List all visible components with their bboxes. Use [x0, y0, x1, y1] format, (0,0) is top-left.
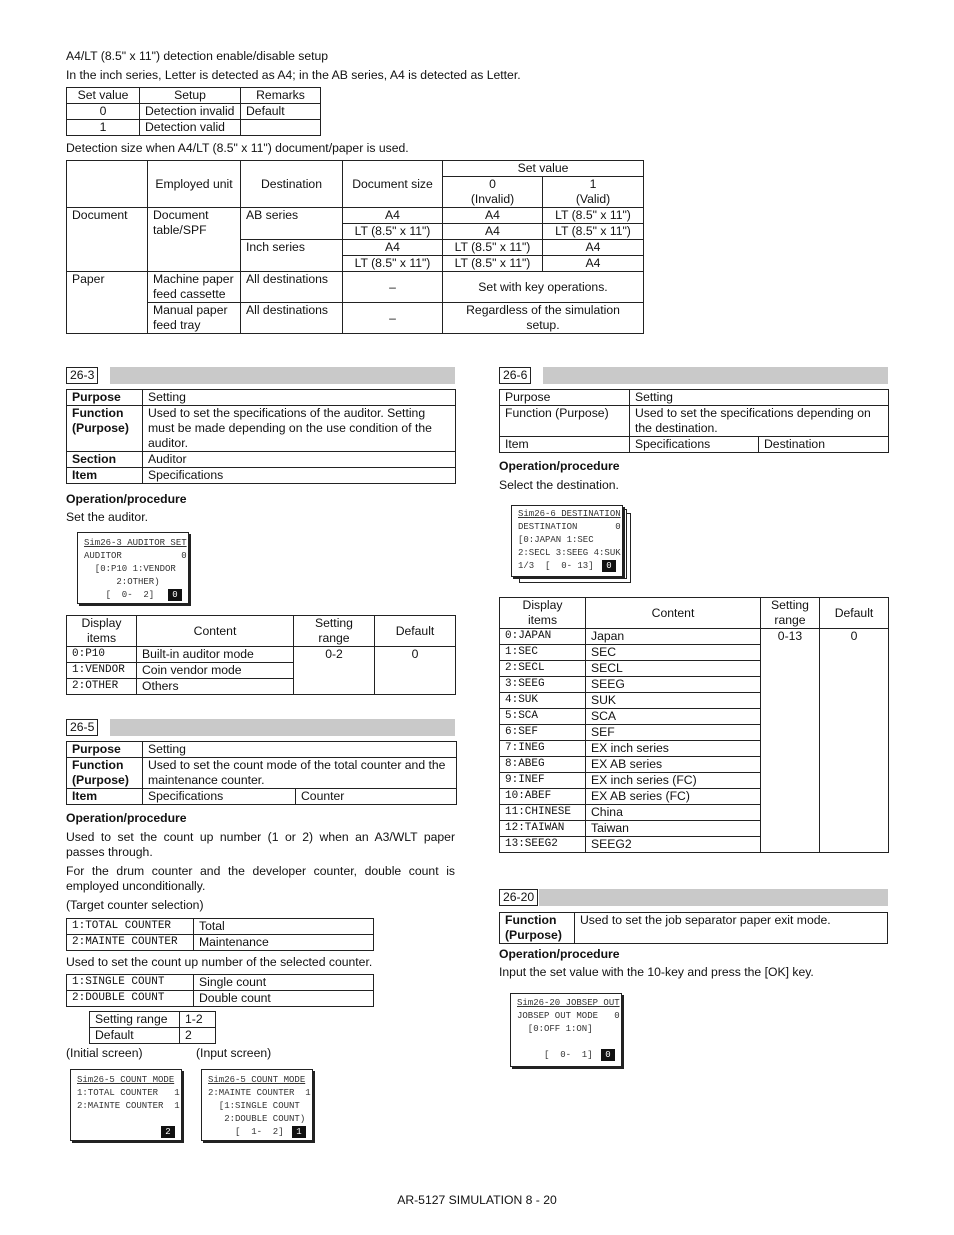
lcd-screen-26-6	[511, 505, 623, 577]
spec-table-26-5	[66, 741, 457, 805]
cell-line: Used to set the specifications of the auditor. Setting	[148, 406, 426, 420]
operation-text: Set the auditor.	[66, 510, 148, 524]
cell-line: items	[86, 631, 117, 645]
setup-title: A4/LT (8.5" x 11") detection enable/disable setup	[66, 49, 329, 63]
cell-line: Machine paper	[153, 272, 234, 286]
valid-header: 1	[543, 177, 644, 193]
count-table	[66, 974, 374, 1007]
default-value: 0	[820, 629, 889, 853]
lcd-cursor: 0	[168, 589, 182, 601]
table-row	[500, 629, 889, 645]
default-value: 0	[375, 647, 456, 695]
table-row	[67, 303, 644, 334]
section-number: 26-20	[499, 889, 538, 906]
cell-line: setup.	[526, 318, 560, 332]
paper-label: Paper	[67, 272, 148, 334]
cell: SECL	[586, 661, 761, 677]
set-value-header: Set value	[67, 88, 140, 104]
function-value	[143, 406, 456, 452]
purpose-key: Purpose	[67, 390, 143, 406]
machine-paper-unit	[148, 272, 241, 303]
cell: Single count	[194, 975, 374, 991]
lcd-line: 2:OTHER)	[84, 577, 160, 587]
lcd-line: Sim26-5 COUNT MODE	[208, 1075, 306, 1085]
section-header-26-20	[499, 889, 888, 904]
cell: –	[343, 272, 443, 303]
lcd-line: [0:P10 1:VENDOR	[84, 564, 176, 574]
section-header-26-3	[66, 367, 455, 382]
set-value-table	[66, 87, 321, 136]
cell-line: Used to set the count mode of the total counter and the	[148, 758, 446, 772]
cell: LT (8.5" x 11")	[543, 208, 644, 224]
purpose-value: Setting	[630, 390, 889, 406]
manual-paper-unit	[148, 303, 241, 334]
invalid-header-sub: (Invalid)	[443, 192, 543, 208]
lcd-line: Sim26-5 COUNT MODE	[77, 1075, 175, 1085]
cell-line: Manual paper	[153, 303, 228, 317]
item-value: Specifications	[143, 468, 456, 484]
cell: 2	[180, 1028, 216, 1044]
cell: A4	[443, 224, 543, 240]
cell-line: table/SPF	[153, 223, 207, 237]
section-bar	[543, 367, 888, 384]
cell: SEC	[586, 645, 761, 661]
item-value: Counter	[296, 789, 457, 805]
lcd-cursor: 0	[602, 560, 616, 572]
operation-text: Input the set value with the 10-key and press the [OK] key.	[499, 965, 814, 979]
lcd-line: Sim26-3 AUDITOR SET	[84, 538, 187, 548]
lcd-line: 1/3 [ 0- 13]	[518, 561, 594, 571]
cell: EX inch series (FC)	[586, 773, 761, 789]
spec-table-26-20	[499, 912, 888, 944]
cell-line: (Purpose)	[505, 928, 562, 942]
operation-heading: Operation/procedure	[66, 492, 187, 506]
cell: EX AB series	[586, 757, 761, 773]
cell-line: Document	[153, 208, 209, 222]
lcd-screen-26-20	[510, 993, 622, 1067]
lcd-line: 2:SECL 3:SEEG 4:SUK	[518, 548, 621, 558]
cell: Detection invalid	[140, 104, 241, 120]
lcd-line: [ 0- 1]	[517, 1050, 593, 1060]
cell-line: (Purpose)	[72, 773, 129, 787]
cell: 9:INEF	[500, 773, 586, 789]
cell: LT (8.5" x 11")	[343, 224, 443, 240]
target-counter-table	[66, 918, 374, 951]
cell-line: the destination.	[635, 421, 718, 435]
valid-header-sub: (Valid)	[543, 192, 644, 208]
table-row	[67, 975, 374, 991]
purpose-key: Purpose	[67, 742, 143, 758]
cell-line: feed tray	[153, 318, 201, 332]
cell-line: Function	[72, 406, 124, 420]
lcd-line: DESTINATION 0	[518, 522, 621, 532]
table-row	[90, 1012, 216, 1028]
cell-line: Setting	[771, 598, 809, 612]
cell: Total	[194, 919, 374, 935]
initial-screen-label: (Initial screen)	[66, 1046, 143, 1060]
lcd-screen-26-5-input	[201, 1069, 313, 1141]
cell: 1:SEC	[500, 645, 586, 661]
cell: 1:SINGLE COUNT	[67, 975, 194, 991]
section-bar	[110, 367, 455, 384]
cell: A4	[343, 240, 443, 256]
lcd-line: 1:TOTAL COUNTER 1	[77, 1088, 180, 1098]
function-key	[67, 758, 143, 789]
display-items-table-26-3	[66, 615, 456, 695]
cell: Taiwan	[586, 821, 761, 837]
lcd-line: Sim26-20 JOBSEP OUT	[517, 998, 620, 1008]
cell: Default	[90, 1028, 180, 1044]
item-value: Specifications	[143, 789, 296, 805]
table-row	[67, 208, 644, 224]
cell: SEEG	[586, 677, 761, 693]
setting-range-value: 0-13	[761, 629, 820, 853]
section-number: 26-3	[66, 367, 98, 384]
setting-range-header	[761, 598, 820, 629]
cell-line: maintenance counter.	[148, 773, 265, 787]
cell: 7:INEG	[500, 741, 586, 757]
lcd-screen-26-3	[77, 532, 189, 604]
display-items-header	[500, 598, 586, 629]
detection-size-table	[66, 160, 644, 334]
lcd-line: [0:OFF 1:ON]	[517, 1024, 593, 1034]
cell-line: (Purpose)	[72, 421, 129, 435]
display-items-header	[67, 616, 137, 647]
item-value: Destination	[759, 437, 889, 453]
cell	[443, 303, 644, 334]
cell: LT (8.5" x 11")	[443, 256, 543, 272]
section-header-26-5	[66, 719, 455, 734]
employed-unit-header: Employed unit	[148, 161, 241, 208]
function-value	[630, 406, 889, 437]
section-key: Section	[67, 452, 143, 468]
cell-line: auditor.	[148, 436, 188, 450]
cell: 0	[67, 104, 140, 120]
cell: 2:SECL	[500, 661, 586, 677]
cell-line: Function	[505, 913, 557, 927]
lcd-line: [1:SINGLE COUNT	[208, 1101, 300, 1111]
cell: Detection valid	[140, 120, 241, 136]
function-value: Used to set the job separator paper exit mode.	[575, 913, 888, 944]
cell: 0:JAPAN	[500, 629, 586, 645]
cell: Japan	[586, 629, 761, 645]
cell: 2:DOUBLE COUNT	[67, 991, 194, 1007]
lcd-cursor: 1	[292, 1126, 306, 1138]
cell-line: Used to set the specifications depending on	[635, 406, 871, 420]
cell: 10:ABEF	[500, 789, 586, 805]
cell	[67, 161, 148, 208]
item-key: Item	[500, 437, 630, 453]
cell-line: Setting	[315, 616, 353, 630]
purpose-value: Setting	[143, 390, 456, 406]
cell: LT (8.5" x 11")	[543, 224, 644, 240]
paragraph: (Target counter selection)	[66, 898, 204, 912]
cell	[241, 120, 321, 136]
lcd-line: [ 0- 2]	[84, 590, 155, 600]
table-row	[67, 919, 374, 935]
setting-range-value: 0-2	[294, 647, 375, 695]
cell: 1:VENDOR	[67, 663, 137, 679]
function-key: Function (Purpose)	[500, 406, 630, 437]
section-value: Auditor	[143, 452, 456, 468]
content-header: Content	[137, 616, 294, 647]
cell: A4	[543, 240, 644, 256]
cell: A4	[443, 208, 543, 224]
default-header: Default	[375, 616, 456, 647]
section-number: 26-5	[66, 719, 98, 736]
document-size-header: Document size	[343, 161, 443, 208]
lcd-screen-26-5-initial	[70, 1069, 182, 1141]
table-row	[67, 272, 644, 303]
table-row	[90, 1028, 216, 1044]
invalid-header: 0	[443, 177, 543, 193]
cell-line: range	[318, 631, 350, 645]
cell-line: feed cassette	[153, 287, 226, 301]
section-bar	[539, 889, 888, 906]
cell: Others	[137, 679, 294, 695]
paragraph: Used to set the count up number of the selected counter.	[66, 955, 373, 969]
operation-heading: Operation/procedure	[499, 459, 620, 473]
lcd-line: AUDITOR 0	[84, 551, 187, 561]
lcd-line: [0:JAPAN 1:SEC	[518, 535, 594, 545]
item-key: Item	[67, 789, 143, 805]
setting-range-header	[294, 616, 375, 647]
cell: 1-2	[180, 1012, 216, 1028]
cell: 8:ABEG	[500, 757, 586, 773]
ab-series-label: AB series	[241, 208, 343, 240]
document-label: Document	[67, 208, 148, 272]
cell: Double count	[194, 991, 374, 1007]
cell: 6:SEF	[500, 725, 586, 741]
cell: –	[343, 303, 443, 334]
cell: Setting range	[90, 1012, 180, 1028]
cell: 2:MAINTE COUNTER	[67, 935, 194, 951]
cell: Coin vendor mode	[137, 663, 294, 679]
range-default-table	[89, 1011, 216, 1044]
cell: A4	[543, 256, 644, 272]
cell-line: must be made depending on the use condition of the	[148, 421, 432, 435]
cell: Default	[241, 104, 321, 120]
cell-line: Function	[72, 758, 124, 772]
cell: 5:SCA	[500, 709, 586, 725]
content-header: Content	[586, 598, 761, 629]
display-items-table-26-6	[499, 597, 889, 853]
lcd-line: Sim26-6 DESTINATION	[518, 509, 621, 519]
input-screen-label: (Input screen)	[196, 1046, 272, 1060]
cell: LT (8.5" x 11")	[343, 256, 443, 272]
cell: SCA	[586, 709, 761, 725]
operation-text: Select the destination.	[499, 478, 619, 492]
section-number: 26-6	[499, 367, 531, 384]
cell: 13:SEEG2	[500, 837, 586, 853]
setup-description: In the inch series, Letter is detected as A4; in the AB series, A4 is detected as Letter.	[66, 68, 521, 82]
paragraph: Used to set the count up number (1 or 2) when an A3/WLT paper passes through.	[66, 830, 455, 859]
inch-series-label: Inch series	[241, 240, 343, 272]
table-row	[67, 120, 321, 136]
operation-heading: Operation/procedure	[499, 947, 620, 961]
cell: SEF	[586, 725, 761, 741]
function-key	[67, 406, 143, 452]
cell: SUK	[586, 693, 761, 709]
set-value-header: Set value	[443, 161, 644, 177]
table-row	[67, 935, 374, 951]
cell-line: Regardless of the simulation	[466, 303, 620, 317]
lcd-line: 2:MAINTE COUNTER 1	[208, 1088, 311, 1098]
lcd-line: [ 1- 2]	[208, 1127, 284, 1137]
purpose-key: Purpose	[500, 390, 630, 406]
cell: All destinations	[241, 272, 343, 303]
cell-line: items	[527, 613, 558, 627]
cell: SEEG2	[586, 837, 761, 853]
cell: LT (8.5" x 11")	[443, 240, 543, 256]
detection-size-note: Detection size when A4/LT (8.5" x 11") document/paper is used.	[66, 141, 409, 155]
cell: 1:TOTAL COUNTER	[67, 919, 194, 935]
cell: Set with key operations.	[443, 272, 644, 303]
cell: EX inch series	[586, 741, 761, 757]
function-key	[500, 913, 575, 944]
section-header-26-6	[499, 367, 888, 382]
paragraph: For the drum counter and the developer counter, double count is employed unconditionally.	[66, 864, 455, 893]
spec-table-26-6	[499, 389, 889, 453]
remarks-header: Remarks	[241, 88, 321, 104]
cell: 12:TAIWAN	[500, 821, 586, 837]
table-row	[67, 104, 321, 120]
purpose-value: Setting	[143, 742, 457, 758]
cell: 3:SEEG	[500, 677, 586, 693]
cell: EX AB series (FC)	[586, 789, 761, 805]
cell: China	[586, 805, 761, 821]
cell-line: Display	[522, 598, 563, 612]
cell: A4	[343, 208, 443, 224]
page-footer: AR-5127 SIMULATION 8 - 20	[397, 1193, 557, 1207]
lcd-cursor: 0	[601, 1049, 615, 1061]
cell-line: Display	[81, 616, 122, 630]
lcd-line: 2:DOUBLE COUNT)	[208, 1114, 306, 1124]
table-row	[67, 991, 374, 1007]
item-value: Specifications	[630, 437, 759, 453]
section-bar	[110, 719, 455, 736]
lcd-line: JOBSEP OUT MODE 0	[517, 1011, 620, 1021]
cell-line: range	[774, 613, 806, 627]
table-row	[67, 647, 456, 663]
cell: 0:P10	[67, 647, 137, 663]
operation-heading: Operation/procedure	[66, 811, 187, 825]
cell: 2:OTHER	[67, 679, 137, 695]
document-unit	[148, 208, 241, 272]
cell: 11:CHINESE	[500, 805, 586, 821]
function-value	[143, 758, 457, 789]
cell: All destinations	[241, 303, 343, 334]
cell: Maintenance	[194, 935, 374, 951]
cell: 1	[67, 120, 140, 136]
lcd-line: 2:MAINTE COUNTER 1	[77, 1101, 180, 1111]
cell: 4:SUK	[500, 693, 586, 709]
setup-header: Setup	[140, 88, 241, 104]
default-header: Default	[820, 598, 889, 629]
item-key: Item	[67, 468, 143, 484]
spec-table-26-3	[66, 389, 456, 484]
cell: Built-in auditor mode	[137, 647, 294, 663]
lcd-cursor: 2	[161, 1126, 175, 1138]
destination-header: Destination	[241, 161, 343, 208]
destination-rows	[500, 629, 889, 853]
